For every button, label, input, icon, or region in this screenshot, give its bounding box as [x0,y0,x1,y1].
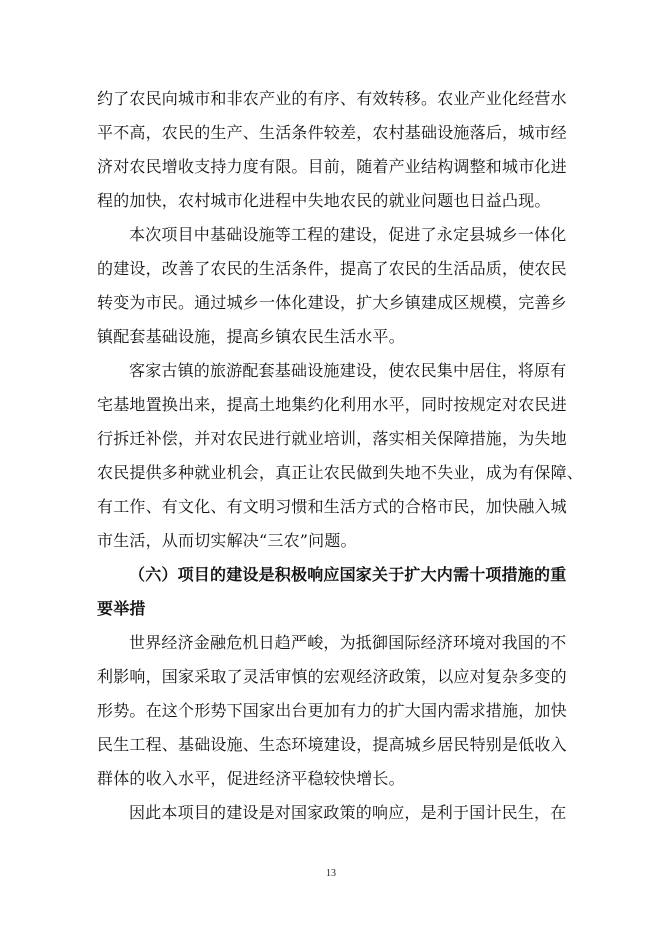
text-line: 的建设，改善了农民的生活条件，提高了农民的生活品质，使农民 [97,259,567,278]
page-number: 13 [326,868,336,879]
heading-line: 要举措 [97,599,146,618]
paragraph-hakka-town [97,354,584,558]
text-line: 民生工程、基础设施、生态环境建设，提高城乡居民特别是低收入 [97,735,567,754]
text-line: 济对农民增收支持力度有限。目前，随着产业结构调整和城市化进 [97,157,567,176]
text-line: 有工作、有文化、有文明习惯和生活方式的合格市民，加快融入城 [97,497,567,516]
document-body [97,82,584,830]
text-line: 约了农民向城市和非农产业的有序、有效转移。农业产业化经营水 [97,89,567,108]
text-line: 形势。在这个形势下国家出台更加有力的扩大国内需求措施，加快 [97,701,567,720]
paragraph-rural-transfer [97,82,567,218]
paragraph-financial-crisis [97,626,567,796]
text-line: 利影响，国家采取了灵活审慎的宏观经济政策，以应对复杂多变的 [97,667,567,686]
text-line: 农民提供多种就业机会，真正让农民做到失地不失业，成为有保障、 [97,463,584,482]
text-line: 宅基地置换出来，提高土地集约化利用水平，同时按规定对农民进 [97,395,567,414]
text-line: 转变为市民。通过城乡一体化建设，扩大乡镇建成区规模，完善乡 [97,293,567,312]
paragraph-policy-response [97,796,567,830]
heading-line: （六）项目的建设是积极响应国家关于扩大内需十项措施的重 [129,565,567,584]
text-line: 客家古镇的旅游配套基础设施建设，使农民集中居住，将原有 [129,361,567,380]
text-line: 镇配套基础设施，提高乡镇农民生活水平。 [97,327,405,346]
text-line: 市生活，从而切实解决“三农”问题。 [97,531,357,550]
text-line: 平不高，农民的生产、生活条件较差，农村基础设施落后，城市经 [97,123,567,142]
text-line: 本次项目中基础设施等工程的建设，促进了永定县城乡一体化 [129,225,567,244]
text-line: 行拆迁补偿，并对农民进行就业培训，落实相关保障措施，为失地 [97,429,567,448]
text-line: 群体的收入水平，促进经济平稳较快增长。 [97,769,405,788]
paragraph-urban-rural-integration [97,218,567,354]
text-line: 程的加快，农村城市化进程中失地农民的就业问题也日益凸现。 [97,191,551,210]
section-heading [97,558,567,626]
text-line: 世界经济金融危机日趋严峻，为抵御国际经济环境对我国的不 [129,633,567,652]
text-line: 因此本项目的建设是对国家政策的响应，是利于国计民生，在 [129,803,567,822]
